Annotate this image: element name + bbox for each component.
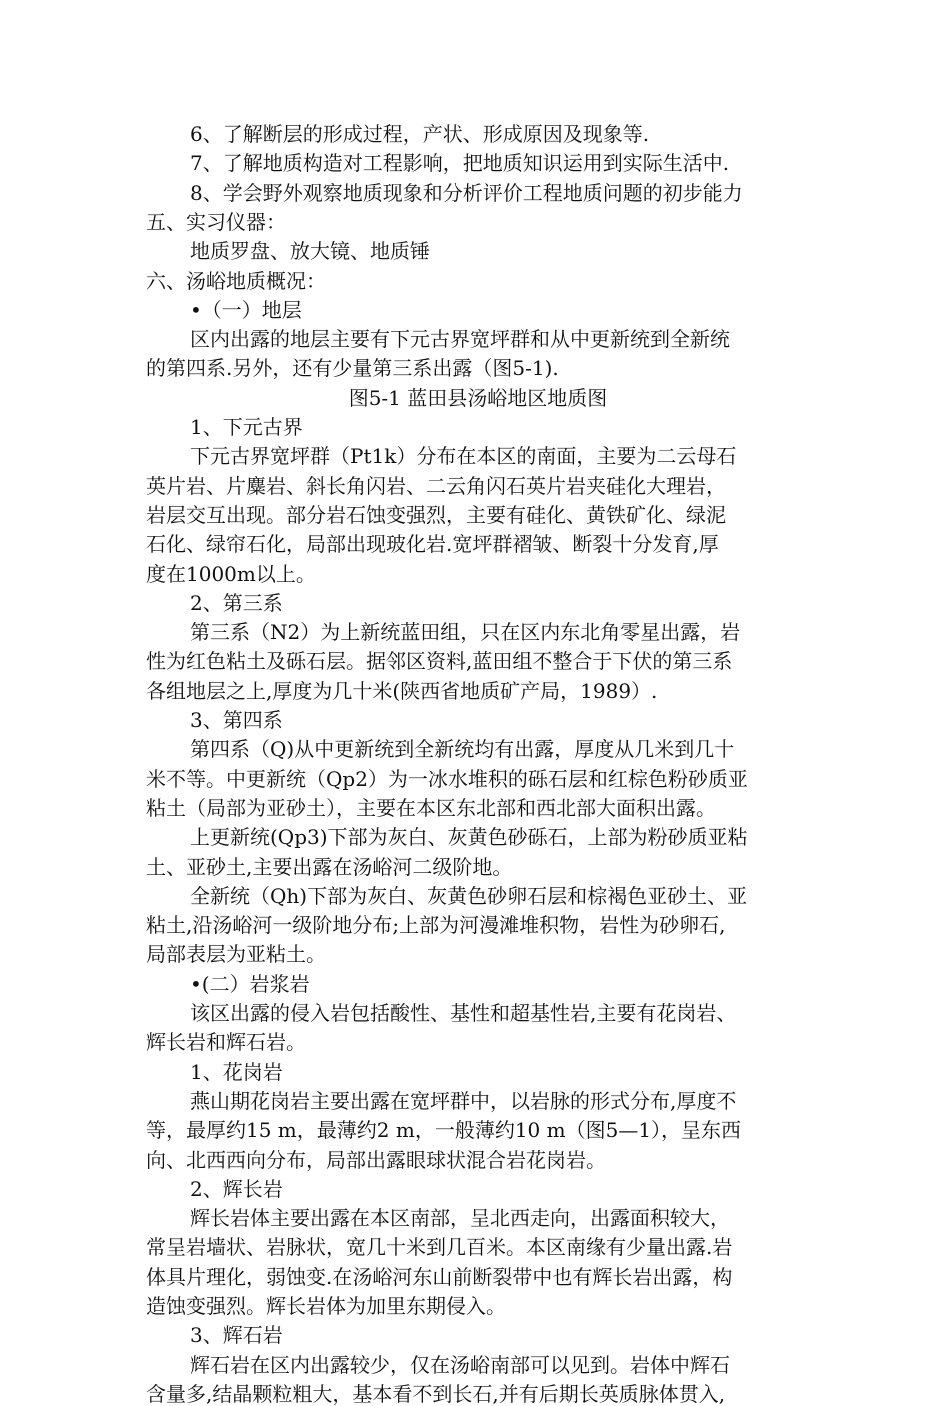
text-line: 等，最厚约15 m，最薄约2 m，一般薄约10 m（图5—1），呈东西 [146,1118,742,1143]
text-line: 粘土（局部为亚砂土），主要在本区东北部和西北部大面积出露。 [146,795,716,820]
figure-caption: 图5-1 蓝田县汤峪地区地质图 [348,385,608,410]
text-line: •（一）地层 [190,297,302,322]
text-line: 2、第三系 [190,590,283,615]
text-line: 全新统（Qh)下部为灰白、灰黄色砂卵石层和棕褐色亚砂土、亚 [190,883,748,908]
text-line: 燕山期花岗岩主要出露在宽坪群中，以岩脉的形式分布,厚度不 [190,1088,737,1113]
text-line: 6、了解断层的形成过程，产状、形成原因及现象等. [190,122,650,146]
text-line: 辉长岩和辉石岩。 [146,1030,306,1055]
text-line: 第三系（N2）为上新统蓝田组，只在区内东北角零星出露，岩 [190,620,741,645]
text-line: 五、实习仪器： [146,209,286,234]
text-line: 性为红色粘土及砾石层。据邻区资料,蓝田组不整合于下伏的第三系 [146,649,733,674]
text-line: 石化、绿帘石化，局部出现玻化岩.宽坪群褶皱、断裂十分发育,厚 [146,532,719,557]
text-line: 辉石岩在区内出露较少，仅在汤峪南部可以见到。岩体中辉石 [190,1352,730,1377]
text-line: 3、辉石岩 [190,1323,283,1348]
text-line: 局部表层为亚粘土。 [146,942,326,967]
text-line: 含量多,结晶颗粒粗大，基本看不到长石,并有后期长英质脉体贯入, [146,1381,726,1406]
text-line: 体具片理化，弱蚀变.在汤峪河东山前断裂带中也有辉长岩出露，构 [146,1264,733,1289]
text-line: 英片岩、片麋岩、斜长角闪岩、二云角闪石英片岩夹硅化大理岩， [146,473,726,498]
text-line: 各组地层之上,厚度为几十米(陕西省地质矿产局，1989）. [146,678,658,703]
text-line: 7、了解地质构造对工程影响，把地质知识运用到实际生活中. [190,151,730,176]
text-line: 地质罗盘、放大镜、地质锤 [190,239,430,264]
text-line: 1、下元古界 [190,415,303,439]
text-line: 区内出露的地层主要有下元古界宽坪群和从中更新统到全新统 [190,327,730,352]
text-line: 2、辉长岩 [190,1176,283,1201]
text-line: 该区出露的侵入岩包括酸性、基性和超基性岩,主要有花岗岩、 [190,1001,737,1025]
text-line: 的第四系.另外，还有少量第三系出露（图5-1). [146,356,559,381]
text-line: 辉长岩体主要出露在本区南部，呈北西走向，出露面积较大， [190,1206,730,1231]
text-line: 造蚀变强烈。辉长岩体为加里东期侵入。 [146,1294,506,1318]
text-line: 下元古界宽坪群（Pt1k）分布在本区的南面，主要为二云母石 [190,444,737,469]
text-line: 3、第四系 [190,708,283,732]
text-line: 常呈岩墙状、岩脉状，宽几十米到几百米。本区南缘有少量出露.岩 [146,1235,733,1260]
text-line: 8、学会野外观察地质现象和分析评价工程地质问题的初步能力 [190,180,743,205]
text-line: 向、北西西向分布，局部出露眼球状混合岩花岗岩。 [146,1147,606,1172]
text-line: 上更新统(Qp3)下部为灰白、灰黄色砂砾石，上部为粉砂质亚粘 [190,825,748,850]
text-line: 粘土,沿汤峪河一级阶地分布;上部为河漫滩堆积物，岩性为砂卵石, [146,913,726,938]
text-line: 度在1000m以上。 [146,561,316,586]
text-line: 米不等。中更新统（Qp2）为一冰水堆积的砾石层和红棕色粉砂质亚 [146,766,748,791]
text-line: 六、汤峪地质概况： [146,268,326,293]
text-line: •(二）岩浆岩 [190,971,310,996]
text-line: 岩层交互出现。部分岩石蚀变强烈，主要有硅化、黄铁矿化、绿泥 [146,502,726,527]
text-line: 土、亚砂土,主要出露在汤峪河二级阶地。 [146,854,513,879]
text-line: 1、花岗岩 [190,1059,283,1084]
text-line: 第四系（Q)从中更新统到全新统均有出露，厚度从几米到几十 [190,737,735,762]
